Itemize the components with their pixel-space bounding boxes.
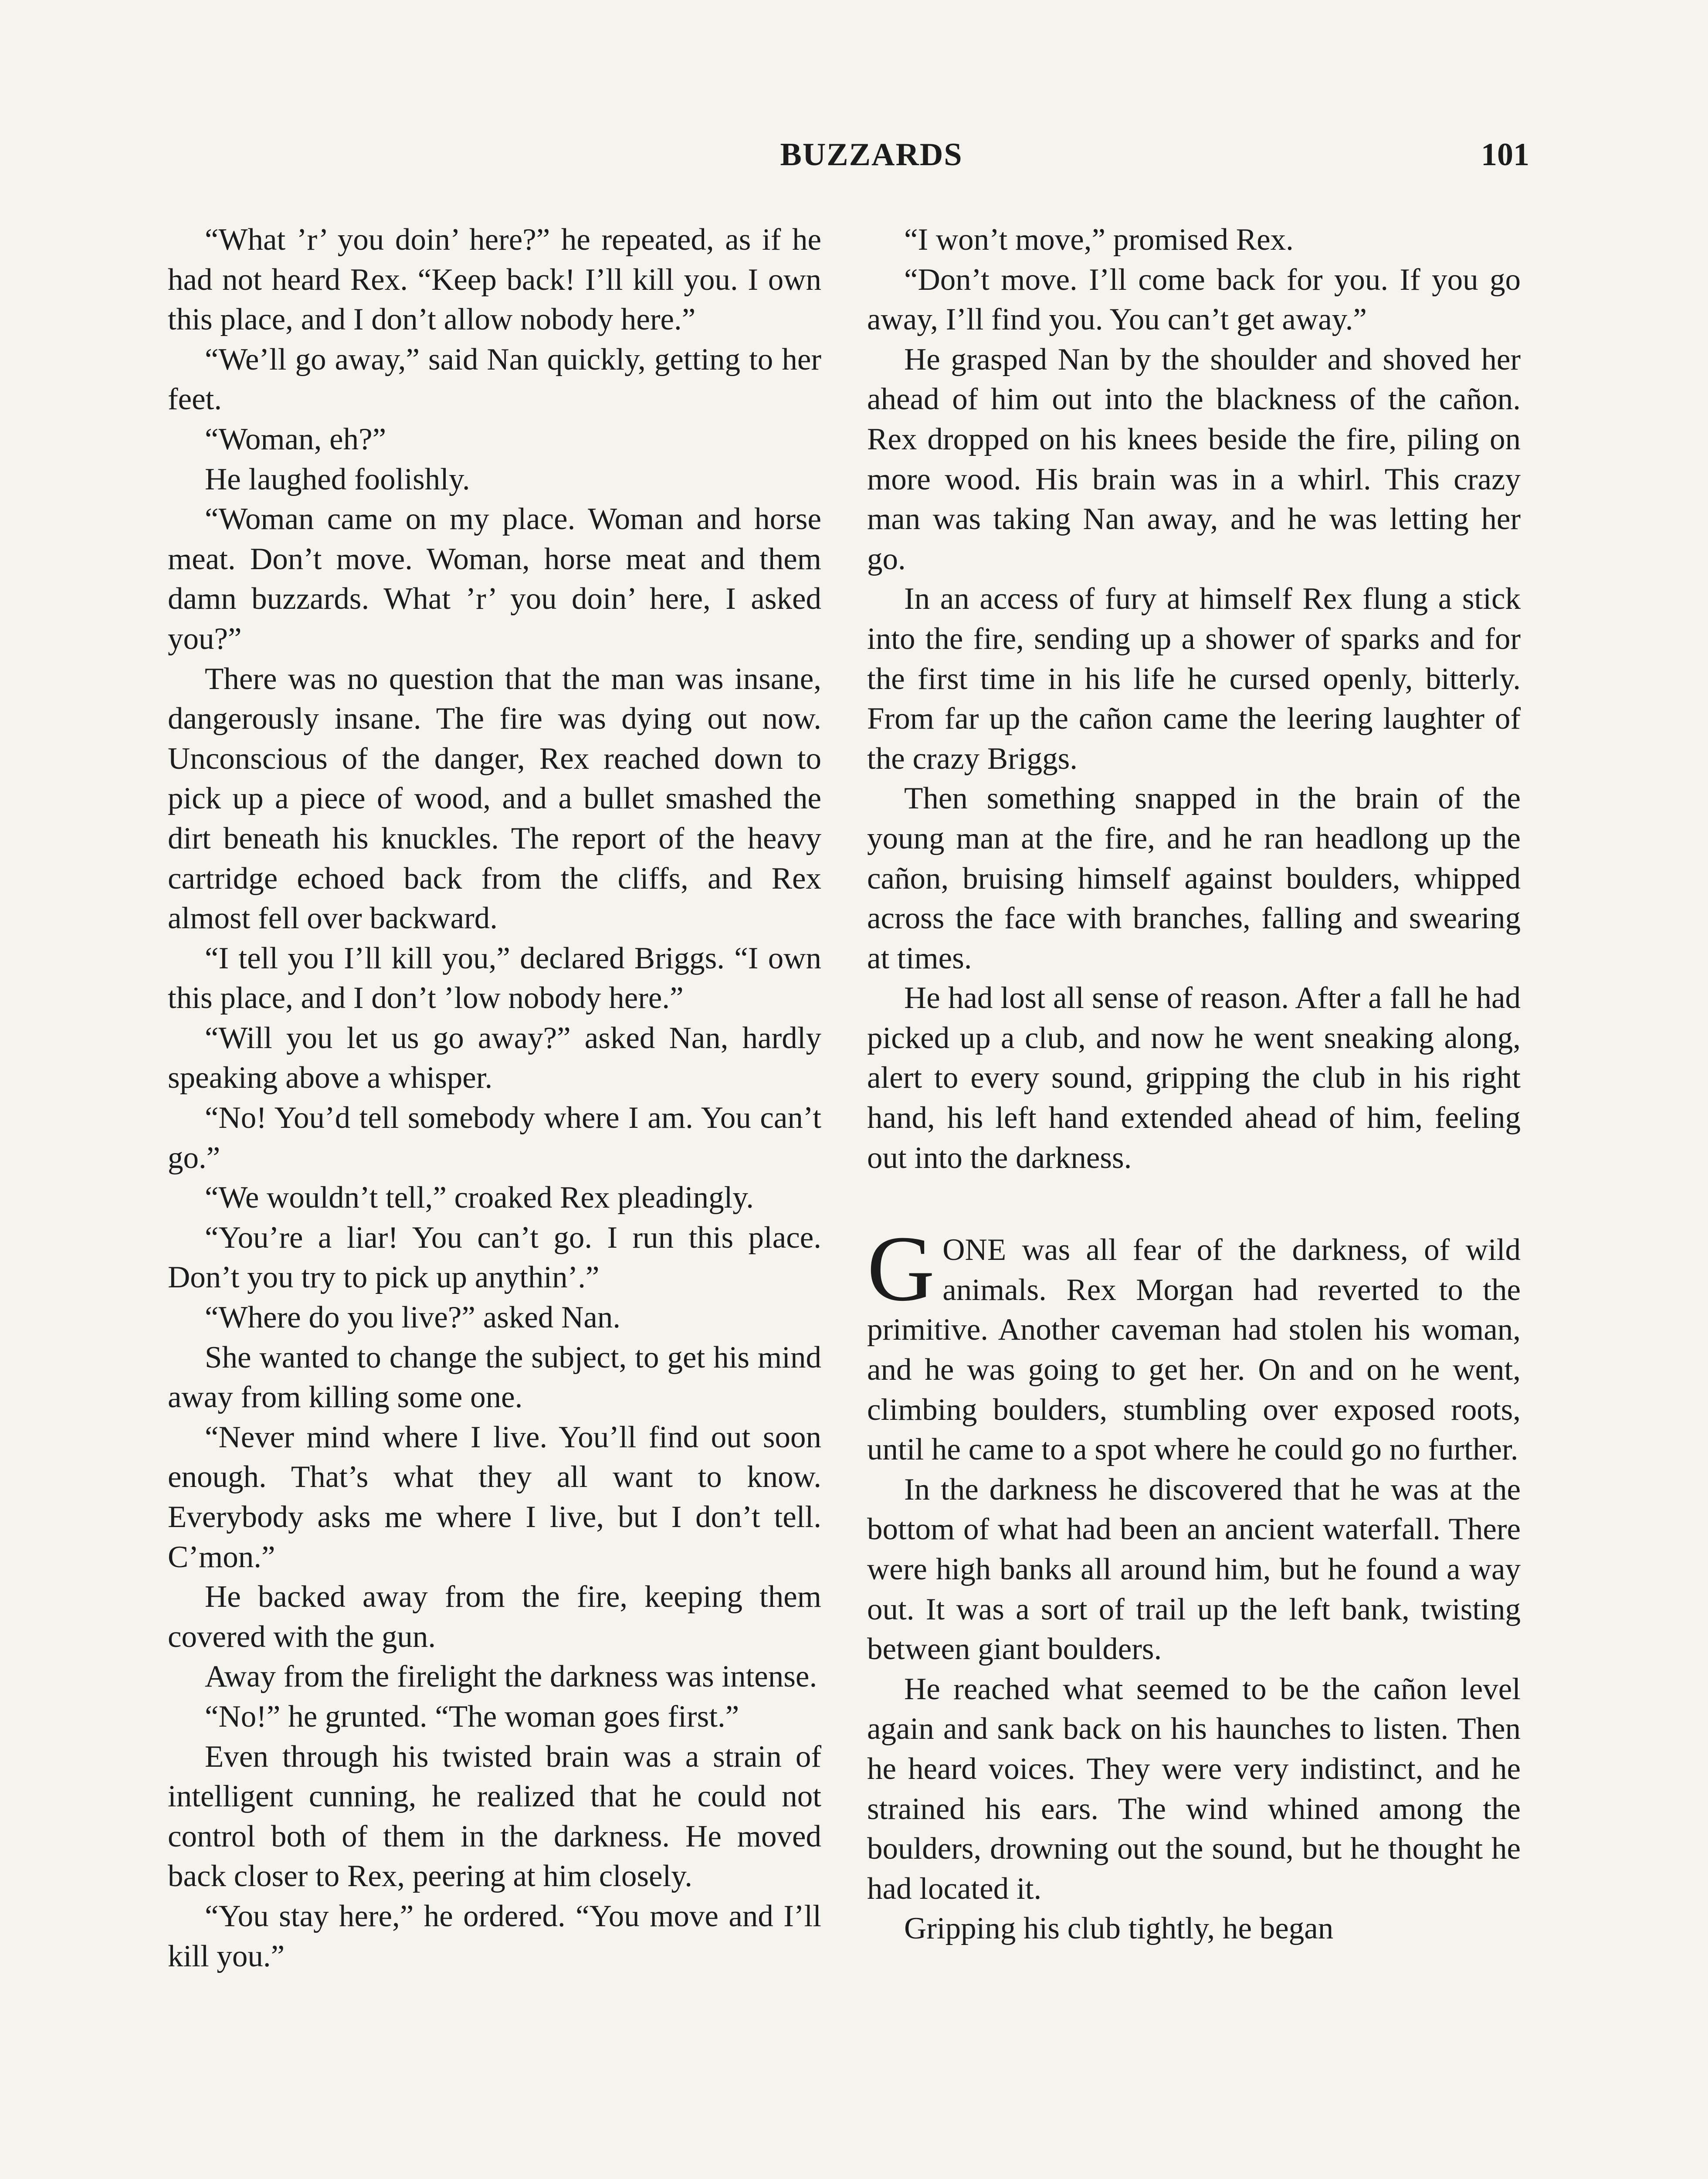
paragraph: “I tell you I’ll kill you,” declared Briggs. “I own this place, and I don’t ’low nobody here.” bbox=[168, 941, 821, 1015]
small-caps-lead: ONE bbox=[942, 1233, 1006, 1267]
paragraph: “Woman, eh?” bbox=[205, 422, 386, 456]
paragraph: “We wouldn’t tell,” croaked Rex pleadingly. bbox=[205, 1181, 754, 1215]
paragraph: He grasped Nan by the shoulder and shoved her ahead of him out into the blackness of the cañon. Rex dropped on his knees beside the fire, piling on more wood. His brain was in a whirl. This crazy man was taking Nan away, and he was letting her go. bbox=[867, 342, 1521, 576]
paragraph: Gripping his club tightly, he began bbox=[904, 1911, 1334, 1946]
running-header bbox=[0, 131, 1708, 179]
paragraph: He laughed foolishly. bbox=[205, 462, 470, 496]
paragraph: There was no question that the man was insane, dangerously insane. The fire was dying out now. Unconscious of the danger, Rex reached down to pick up a piece of wood, and a bullet smashed the dirt beneath his knuckles. The report of the heavy cartridge echoed back from the cliffs, and Rex almost fell over backward. bbox=[168, 662, 821, 936]
section-break bbox=[867, 1178, 1521, 1230]
paragraph: “You stay here,” he ordered. “You move and I’ll kill you.” bbox=[168, 1899, 821, 1973]
paragraph: In an access of fury at himself Rex flung a stick into the fire, sending up a shower of sparks and for the first time in his life he cursed openly, bitterly. From far up the cañon came the leering laughter of the crazy Briggs. bbox=[867, 582, 1521, 776]
paragraph: “No!” he grunted. “The woman goes first.” bbox=[205, 1699, 739, 1734]
section-opening-text: was all fear of the darkness, of wild animals. Rex Morgan had reverted to the primitive. Another caveman had stolen his woman, and he was going to get her. On and on he went, climbing boulders, stumbling over exposed roots, until he came to a spot where he could go no further. bbox=[867, 1233, 1521, 1467]
paragraph: “Where do you live?” asked Nan. bbox=[205, 1300, 621, 1335]
paragraph: He had lost all sense of reason. After a fall he had picked up a club, and now he went sneaking along, alert to every sound, gripping the club in his right hand, his left hand extended ahead of him, feeling out into the darkness. bbox=[867, 981, 1521, 1175]
paragraph: “We’ll go away,” said Nan quickly, getting to her feet. bbox=[168, 342, 821, 417]
paragraph: Away from the firelight the darkness was intense. bbox=[205, 1660, 817, 1694]
left-column bbox=[168, 220, 821, 1976]
paragraph: “No! You’d tell somebody where I am. You can’t go.” bbox=[168, 1101, 821, 1175]
paragraph: “Don’t move. I’ll come back for you. If you go away, I’ll find you. You can’t get away.” bbox=[867, 262, 1521, 337]
paragraph: Even through his twisted brain was a strain of intelligent cunning, he realized that he could not control both of them in the darkness. He moved back closer to Rex, peering at him closely. bbox=[168, 1739, 821, 1894]
paragraph: “You’re a liar! You can’t go. I run this place. Don’t you try to pick up anythin’.” bbox=[168, 1220, 821, 1295]
paragraph: In the darkness he discovered that he was at the bottom of what had been an ancient waterfall. There were high banks all around him, but he found a way out. It was a sort of trail up the left bank, twisting between giant boulders. bbox=[867, 1472, 1521, 1666]
paragraph: “Never mind where I live. You’ll find out soon enough. That’s what they all want to know. Everybody asks me where I live, but I don’t tell. C’mon.” bbox=[168, 1420, 821, 1574]
paragraph: She wanted to change the subject, to get his mind away from killing some one. bbox=[168, 1340, 821, 1415]
drop-cap: G bbox=[867, 1216, 935, 1321]
section-opening-paragraph bbox=[867, 1216, 1521, 1470]
paragraph: He reached what seemed to be the cañon level again and sank back on his haunches to listen. Then he heard voices. They were very indistinct, and he strained his ears. The wind whined among the boulders, drowning out the sound, but he thought he had located it. bbox=[867, 1672, 1521, 1906]
page-number: 101 bbox=[1481, 137, 1529, 173]
paragraph: “What ’r’ you doin’ here?” he repeated, as if he had not heard Rex. “Keep back! I’ll kill you. I own this place, and I don’t allow nobody here.” bbox=[168, 223, 821, 337]
paragraph: “I won’t move,” promised Rex. bbox=[904, 223, 1294, 257]
paragraph: Then something snapped in the brain of the young man at the fire, and he ran headlong up the cañon, bruising himself against boulders, whipped across the face with branches, falling and swearing at times. bbox=[867, 781, 1521, 975]
right-column bbox=[867, 220, 1521, 1949]
running-title: BUZZARDS bbox=[780, 137, 963, 173]
paragraph: He backed away from the fire, keeping them covered with the gun. bbox=[168, 1580, 821, 1654]
paragraph: “Will you let us go away?” asked Nan, hardly speaking above a whisper. bbox=[168, 1021, 821, 1095]
paragraph: “Woman came on my place. Woman and horse meat. Don’t move. Woman, horse meat and them damn buzzards. What ’r’ you doin’ here, I asked you?” bbox=[168, 502, 821, 656]
